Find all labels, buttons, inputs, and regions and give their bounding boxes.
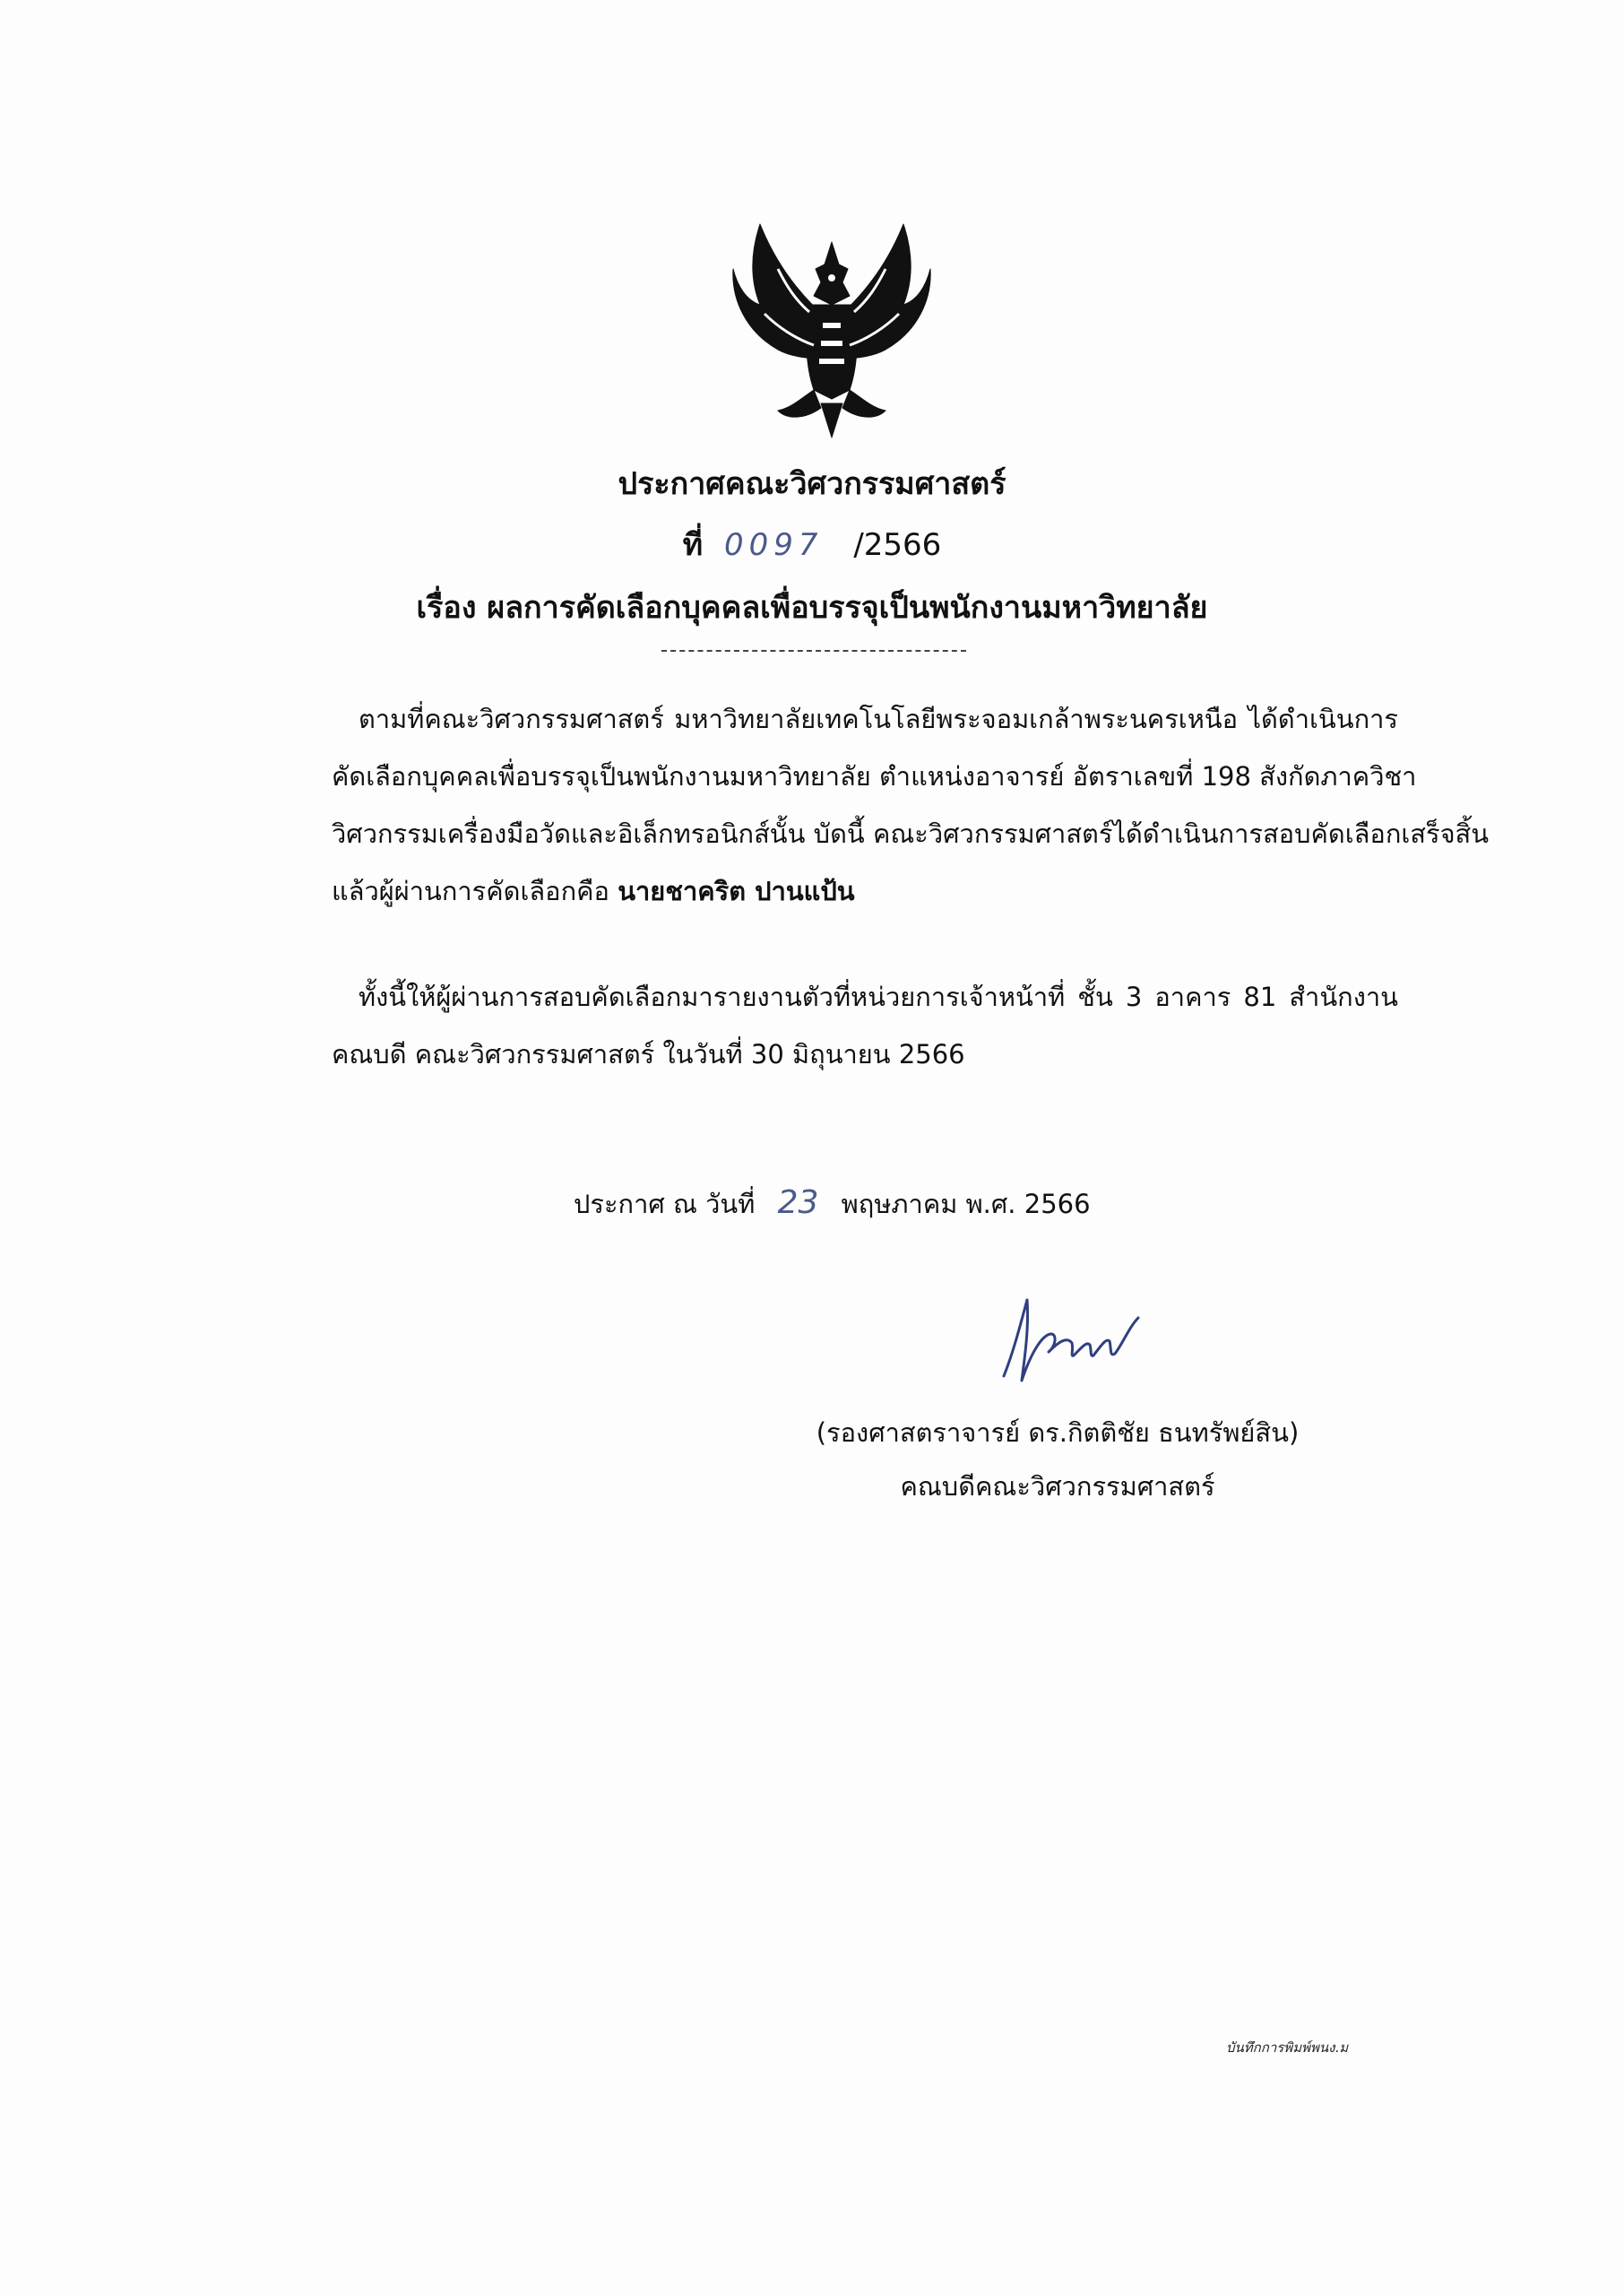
date-prefix: ประกาศ ณ วันที่: [574, 1189, 756, 1219]
signatory-name: (รองศาสตราจารย์ ดร.กิตติชัย ธนทรัพย์สิน): [816, 1417, 1300, 1448]
handwritten-day: 23: [777, 1184, 819, 1221]
selection-prefix: แล้วผู้ผ่านการคัดเลือกคือ: [332, 876, 618, 906]
date-month-year: พฤษภาคม พ.ศ. 2566: [841, 1189, 1091, 1219]
paragraph-line-final: [332, 862, 1398, 920]
print-record-note: บันทึกการพิมพ์พนง.ม: [1226, 2040, 1349, 2056]
body-paragraph-2: [332, 968, 1398, 1083]
paragraph-line: วิศวกรรมเครื่องมือวัดและอิเล็กทรอนิกส์นั้น บัดนี้ คณะวิศวกรรมศาสตร์ได้ดำเนินการสอบคัดเลือกเสร็จสิ้น: [332, 818, 1490, 849]
paragraph-line: คัดเลือกบุคคลเพื่อบรรจุเป็นพนักงานมหาวิทยาลัย ตำแหน่งอาจารย์ อัตราเลขที่ 198 สังกัดภาควิชา: [332, 761, 1417, 792]
number-year: /2566: [853, 527, 942, 563]
handwritten-number: 0097: [723, 527, 824, 563]
garuda-emblem-icon: [724, 215, 939, 439]
paragraph-line: คณบดี คณะวิศวกรรมศาสตร์ ในวันที่ 30 มิถุนายน 2566: [332, 1039, 965, 1070]
announcement-date: [574, 1183, 1091, 1225]
paragraph-line: ตามที่คณะวิศวกรรมศาสตร์ มหาวิทยาลัยเทคโนโลยีพระจอมเกล้าพระนครเหนือ ได้ดำเนินการ: [358, 704, 1398, 734]
paragraph-line: ทั้งนี้ให้ผู้ผ่านการสอบคัดเลือกมารายงานตัวที่หน่วยการเจ้าหน้าที่ ชั้น 3 อาคาร 81 สำนักงาน: [358, 982, 1398, 1012]
handwritten-signature: [995, 1291, 1147, 1390]
signatory-title: คณบดีคณะวิศวกรรมศาสตร์: [900, 1471, 1215, 1502]
selected-candidate-name: นายชาคริต ปานแป้น: [618, 876, 855, 906]
body-paragraph-1: [332, 690, 1490, 920]
announcement-number: [0, 520, 1624, 568]
number-label: ที่: [682, 527, 704, 563]
title-divider: [661, 650, 966, 652]
announcement-subject: เรื่อง ผลการคัดเลือกบุคคลเพื่อบรรจุเป็นพนักงานมหาวิทยาลัย: [416, 590, 1208, 626]
announcement-title: ประกาศคณะวิศวกรรมศาสตร์: [618, 466, 1006, 502]
